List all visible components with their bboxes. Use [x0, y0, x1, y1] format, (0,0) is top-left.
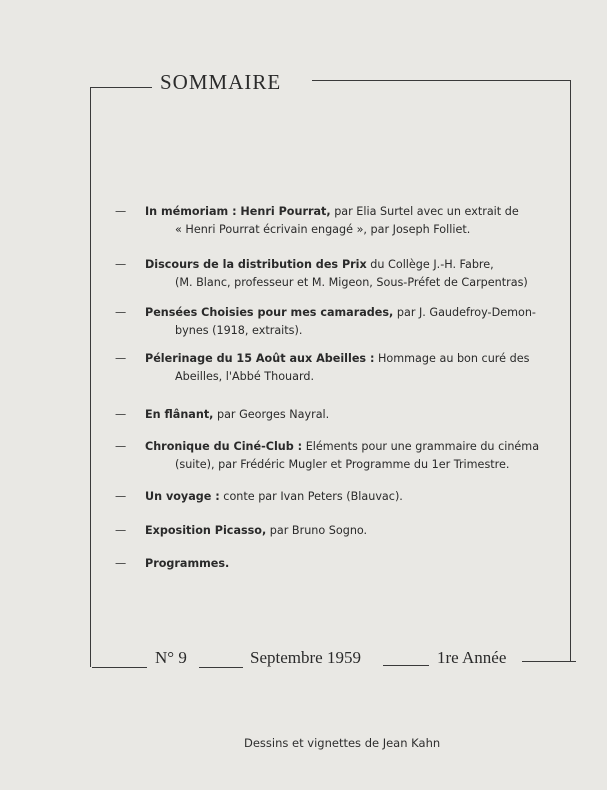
entry-text: conte par Ivan Peters (Blauvac). [219, 490, 403, 503]
entry-title: En flânant, [145, 408, 214, 421]
entry-title: Chronique du Ciné-Club : [145, 440, 303, 453]
entry-text-continued: (suite), par Frédéric Mugler et Programme du 1er Trimestre. [175, 458, 510, 471]
entry-text: par Bruno Sogno. [266, 524, 368, 537]
frame-left-rule [90, 87, 91, 667]
entry-text-continued: (M. Blanc, professeur et M. Migeon, Sous-Préfet de Carpentras) [175, 276, 528, 289]
entry-title: In mémoriam : Henri Pourrat, [145, 205, 331, 218]
entry-text: par Elia Surtel avec un extrait de [330, 205, 519, 218]
entry-dash: — [115, 306, 127, 319]
issue-date: Septembre 1959 [250, 648, 361, 667]
entry-title: Un voyage : [145, 490, 220, 503]
entry-text-continued: Abeilles, l'Abbé Thouard. [175, 370, 315, 383]
entry-dash: — [115, 258, 127, 271]
footer-rule-1 [92, 667, 147, 668]
entry-title: Exposition Picasso, [145, 524, 267, 537]
entry-dash: — [115, 557, 127, 570]
frame-top-left-rule [90, 87, 152, 88]
page-title: SOMMAIRE [160, 70, 282, 94]
footer-rule-4 [522, 661, 576, 662]
entry-title: Discours de la distribution des Prix [145, 258, 367, 271]
frame-top-right-rule [312, 80, 570, 81]
entry-title: Programmes. [145, 557, 230, 570]
entry-text: par J. Gaudefroy-Demon- [393, 306, 536, 319]
issue-number: N° 9 [155, 648, 187, 667]
entry-dash: — [115, 408, 127, 421]
entry-text-continued: bynes (1918, extraits). [175, 324, 303, 337]
entry-text: du Collège J.-H. Fabre, [366, 258, 494, 271]
entry-title: Pélerinage du 15 Août aux Abeilles : [145, 352, 375, 365]
entry-text-continued: « Henri Pourrat écrivain engagé », par Joseph Folliet. [175, 223, 471, 236]
issue-year: 1re Année [437, 648, 507, 667]
entry-text: Hommage au bon curé des [374, 352, 530, 365]
footer-rule-2 [199, 667, 243, 668]
entry-dash: — [115, 524, 127, 537]
entry-dash: — [115, 205, 127, 218]
entry-title: Pensées Choisies pour mes camarades, [145, 306, 394, 319]
entry-text: Eléments pour une grammaire du cinéma [302, 440, 540, 453]
frame-right-rule [570, 80, 571, 662]
entry-text: par Georges Nayral. [213, 408, 330, 421]
footer-rule-3 [383, 665, 429, 666]
entry-dash: — [115, 352, 127, 365]
entry-dash: — [115, 490, 127, 503]
entry-dash: — [115, 440, 127, 453]
illustration-credit: Dessins et vignettes de Jean Kahn [244, 736, 441, 750]
